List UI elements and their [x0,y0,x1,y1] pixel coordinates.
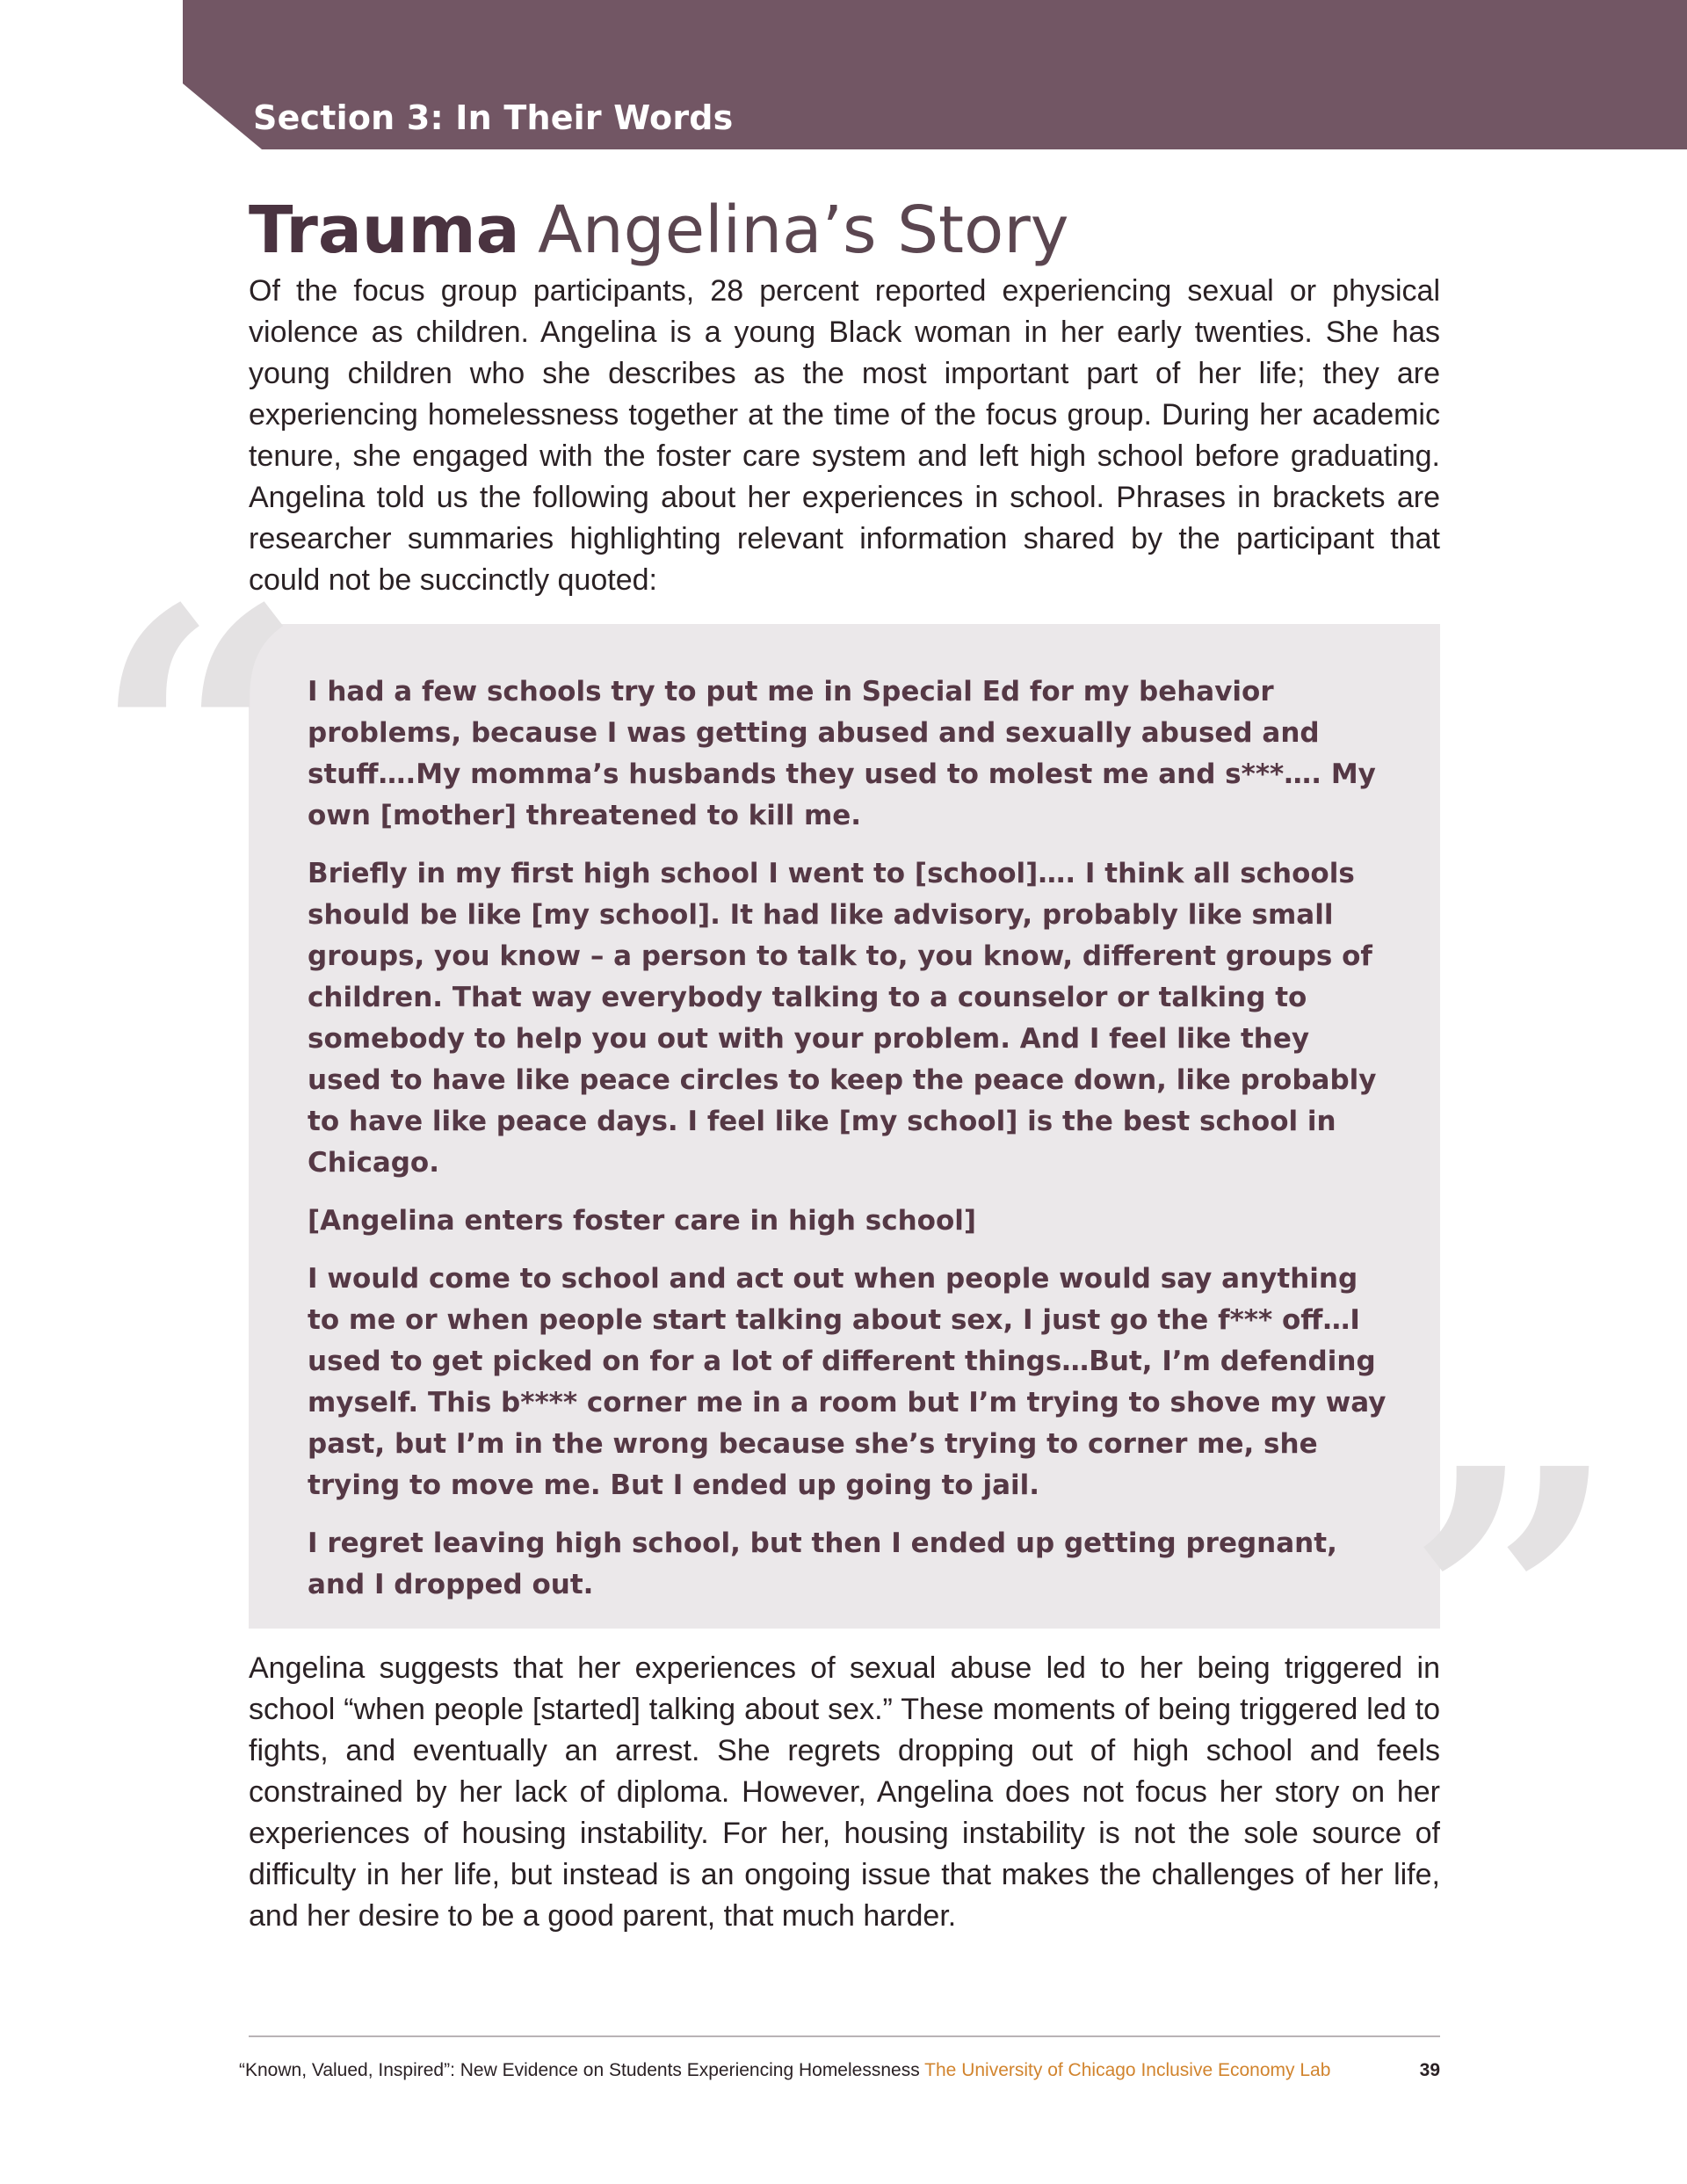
title-strong: Trauma [249,192,520,268]
page-title [249,186,1069,274]
footer-organization: The University of Chicago Inclusive Economy Lab [924,2060,1331,2080]
quote-block [308,671,1388,1622]
section-label: Section 3: In Their Words [253,98,734,137]
page-number: 39 [1419,2060,1440,2080]
quote-paragraph: I had a few schools try to put me in Special Ed for my behavior problems, because I was getting abused and sexually abused and stuff….My momma’s husbands they used to molest me and s***…. My own [mother] threatened to kill me. [308,676,1376,831]
quote-paragraph: Briefly in my first high school I went to [school]…. I think all schools should be like [my school]. It had like advisory, probably like small groups, you know – a person to talk to, you know, different groups of children. That way everybody talking to a counselor or talking to somebody to help you out with your problem. And I feel like they used to have like peace circles to keep the peace down, like probably to have like peace days. I feel like [my school] is the best school in Chicago. [308,858,1377,1179]
close-quote-icon: ” [1406,1389,1618,1823]
title-light: Angelina’s Story [538,192,1069,268]
open-quote-icon: “ [92,530,305,963]
closing-paragraph: Angelina suggests that her experiences of sexual abuse led to her being triggered in school “when people [started] talking about sex.” These moments of being triggered led to fights, and eventually an arrest. She regrets dropping out of high school and feels constrained by her lack of diploma. However, Angelina does not focus her story on her experiences of housing instability. For her, housing instability is not the sole source of difficulty in her life, but instead is an ongoing issue that makes the challenges of her life, and her desire to be a good parent, that much harder. [249,1651,1440,1933]
footer-divider [249,2035,1440,2037]
quote-paragraph: I would come to school and act out when people would say anything to me or when people start talking about sex, I just go the f*** off…I used to get picked on for a lot of different things…But, I’m defending myself. This b**** corner me in a room but I’m trying to shove my way past, but I’m in the wrong because she’s trying to corner me, she trying to move me. But I ended up going to jail. [308,1263,1387,1501]
footer-report-title: “Known, Valued, Inspired”: New Evidence on Students Experiencing Homelessness [239,2060,920,2080]
intro-paragraph: Of the focus group participants, 28 percent reported experiencing sexual or physical violence as children. Angelina is a young Black woman in her early twenties. She has young children who she describes as the most important part of her life; they are experiencing homelessness together at the time of the focus group. During her academic tenure, she engaged with the foster care system and left high school before graduating. Angelina told us the following about her experiences in school. Phrases in brackets are researcher summaries highlighting relevant information shared by the participant that could not be succinctly quoted: [249,274,1440,597]
quote-paragraph: I regret leaving high school, but then I ended up getting pregnant, and I dropped out. [308,1527,1337,1600]
quote-paragraph: [Angelina enters foster care in high school] [308,1205,977,1237]
footer [239,2058,1440,2083]
